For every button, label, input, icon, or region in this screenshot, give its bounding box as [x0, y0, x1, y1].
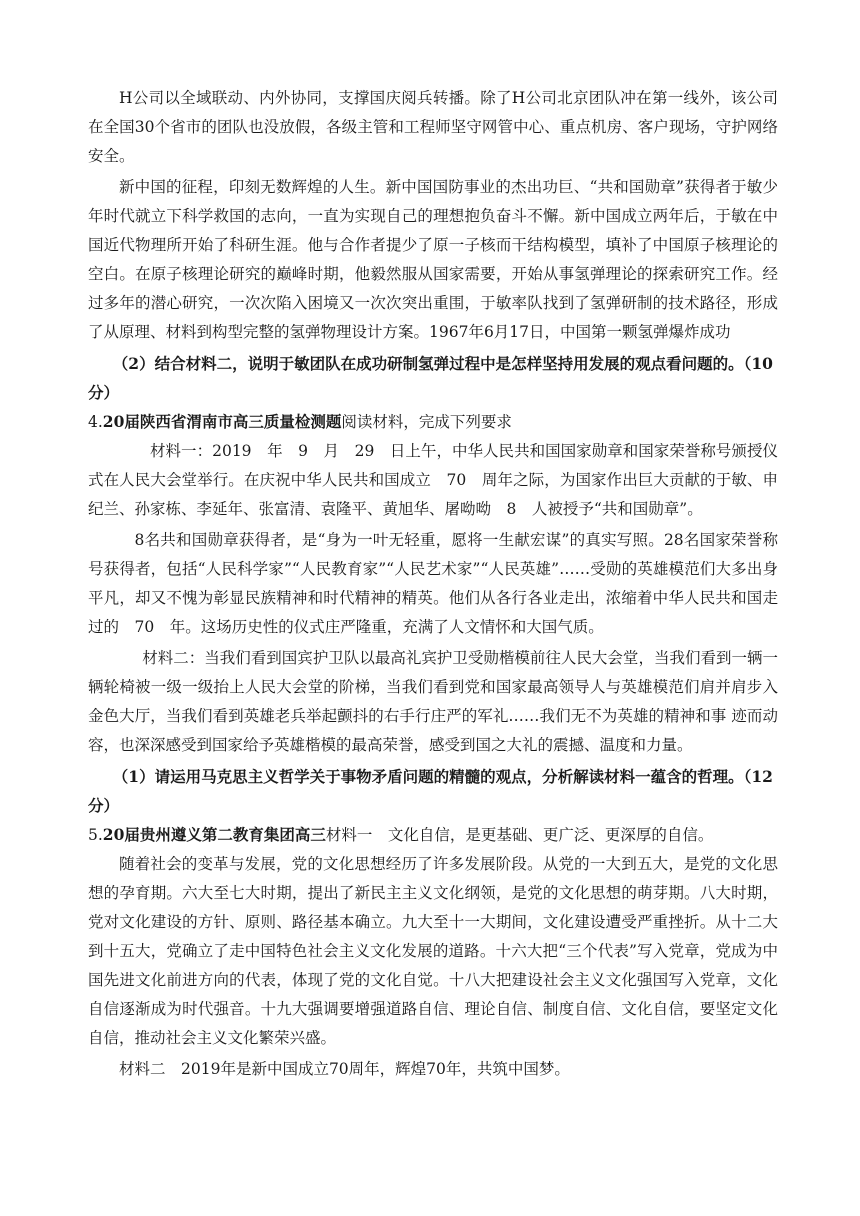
item-4-number: 4.	[88, 413, 103, 431]
item-5-material-2: 材料二 2019年是新中国成立70周年，辉煌70年，共筑中国梦。	[119, 1060, 570, 1078]
item-5-paragraph-history: 随着社会的变革与发展，党的文化思想经历了许多发展阶段。从党的一大到五大，是党的文化思想的孕育期。六大至七大时期，提出了新民主主义文化纲领，是党的文化思想的萌芽期。八大时期，党对文化建设的方针、原则、路径基本确立。九大至十一大期间，文化建设遭受严重挫折。从十二大到十五大，党确立了走中国特色社会主义文化发展的道路。十六大把“三个代表”写入党章，党成为中国先进文化前进方向的代表，体现了党的文化自觉。十八大把建设社会主义文化强国写入党章，文化自信逐渐成为时代强音。十九大强调要增强道路自信、理论自信、制度自信、文化自信，要坚定文化自信，推动社会主义文化繁荣兴盛。	[88, 855, 778, 1047]
item-5-heading	[88, 820, 778, 850]
item-4-material-1: 材料一：2019 年 9 月 29 日上午，中华人民共和国国家勋章和国家荣誉称号颁授仪式在人民大会堂举行。在庆祝中华人民共和国成立 70 周年之际，为国家作出巨大贡献的于敏、申纪兰、孙家栋、李延年、张富清、袁隆平、黄旭华、屠呦呦 8 人被授予“共和国勋章”。	[88, 442, 778, 518]
item-4-lead: 阅读材料，完成下列要求	[341, 413, 512, 431]
item-5-number: 5.	[88, 826, 103, 844]
item-4-heading	[88, 407, 778, 437]
paragraph-yu-min: 新中国的征程，印刻无数辉煌的人生。新中国国防事业的杰出功巨、“共和国勋章”获得者于敏少年时代就立下科学救国的志向，一直为实现自己的理想抱负奋斗不懈。新中国成立两年后，于敏在中国近代物理所开始了科研生涯。他与合作者提少了原一子核而干结构模型，填补了中国原子核理论的空白。在原子核理论研究的巅峰时期，他毅然服从国家需要，开始从事氢弹理论的探索研究工作。经过多年的潜心研究，一次次陷入困境又一次次突出重围，于敏率队找到了氢弹研制的技术路径，形成了从原理、材料到构型完整的氢弹物理设计方案。1967年6月17日，中国第一颗氢弹爆炸成功	[88, 178, 778, 341]
item-4-material-1-cont: 8名共和国勋章获得者，是“身为一叶无轻重，愿将一生献宏谋”的真实写照。28名国家荣誉称号获得者，包括“人民科学家”“人民教育家”“人民艺术家”“人民英雄”……受勋的英雄模范们大多出身平凡，却又不愧为彰显民族精神和时代精神的精英。他们从各行各业走出，浓缩着中华人民共和国走过的 70 年。这场历史性的仪式庄严隆重，充满了人文情怀和大国气质。	[88, 531, 778, 636]
paragraph-h-company: H公司以全域联动、内外协同，支撑国庆阅兵转播。除了H公司北京团队冲在第一线外，该公司在全国30个省市的团队也没放假，各级主管和工程师坚守网管中心、重点机房、客户现场，守护网络安全。	[88, 89, 778, 165]
document-page	[88, 84, 778, 1084]
item-4-material-2: 材料二：当我们看到国宾护卫队以最高礼宾护卫受勋楷模前往人民大会堂，当我们看到一辆一辆轮椅被一级一级抬上人民大会堂的阶梯，当我们看到党和国家最高领导人与英雄模范们肩并肩步入金色大厅，当我们看到英雄老兵举起颤抖的右手行庄严的军礼……我们无不为英雄的精神和事 迹而动容，也深深感受到国家给予英雄楷模的最高荣誉，感受到国之大礼的震撼、温度和力量。	[88, 649, 778, 754]
item-4-source: 20届陕西省渭南市高三质量检测题	[102, 412, 342, 431]
item-5-source: 20届贵州遵义第二教育集团高三	[102, 825, 326, 844]
item-4-question: （1）请运用马克思主义哲学关于事物矛盾问题的精髓的观点，分析解读材料一蕴含的哲理。（12分）	[88, 767, 773, 815]
item-5-lead: 材料一 文化自信，是更基础、更广泛、更深厚的自信。	[325, 826, 714, 844]
question-2: （2）结合材料二，说明于敏团队在成功研制氢弹过程中是怎样坚持用发展的观点看问题的。（10分）	[88, 354, 773, 402]
